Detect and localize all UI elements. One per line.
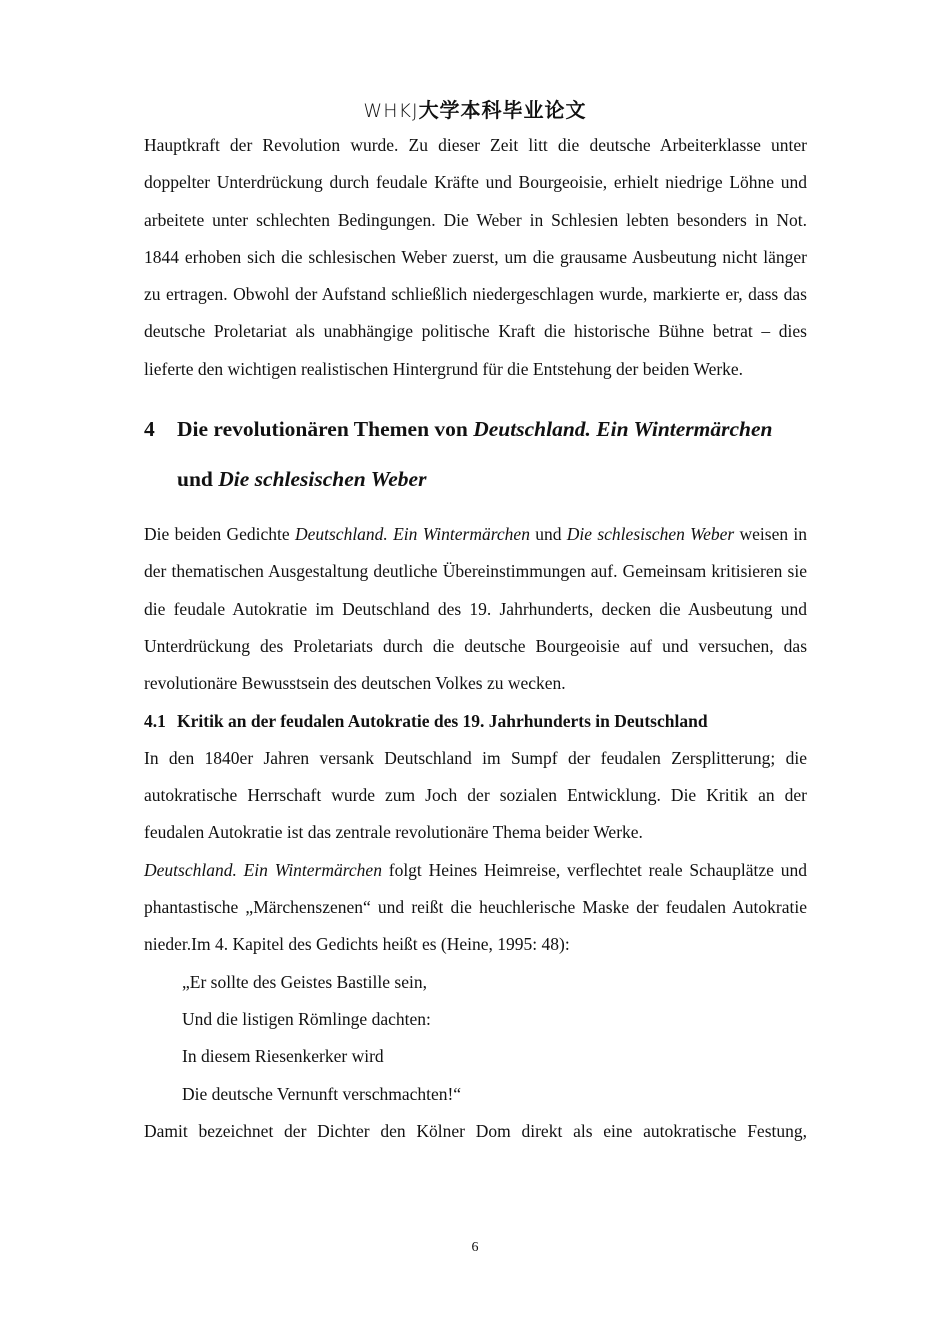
- paragraph-2-text-3: weisen in der thematischen Ausgestaltung deutliche Übereinstimmungen auf. Gemeinsam kritisieren sie die feudale Autokratie im Deutschland des 19. Jahrhunderts, decken die Ausbeutung und Unterdrückung des Proletariats durch die deutsche Bourgeoisie auf und versuchen, das revolutionäre Bewusstsein des deutschen Volkes zu wecken.: [144, 524, 808, 694]
- quote-line: „Er sollte des Geistes Bastille sein,: [182, 971, 427, 992]
- header-title: 大学本科毕业论文: [418, 98, 587, 122]
- page-number: 6: [471, 1240, 479, 1255]
- paragraph-4-italic: Deutschland. Ein Wintermärchen: [144, 859, 382, 880]
- paragraph-4-text: folgt Heines Heimreise, verflechtet reale Schauplätze und phantastische „Märchenszenen“ und reißt die heuchlerische Maske der feudalen Autokratie nieder.Im 4. Kapitel des Gedichts heißt es (Heine, 1995: 48):: [144, 859, 807, 955]
- subsection-title: Kritik an der feudalen Autokratie des 19. Jahrhunderts in Deutschland: [177, 710, 708, 731]
- poem-quote: [144, 964, 807, 1113]
- subsection-number: 4.1: [144, 710, 166, 731]
- paragraph-2-italic-1: Deutschland. Ein Wintermärchen: [294, 524, 530, 545]
- paragraph-2-text-1: Die beiden Gedichte: [144, 524, 295, 545]
- section-number: 4: [144, 417, 155, 442]
- paragraph-3: In den 1840er Jahren versank Deutschland im Sumpf der feudalen Zersplitterung; die autokratische Herrschaft wurde zum Joch der sozialen Entwicklung. Die Kritik an der feudalen Autokratie ist das zentrale revolutionäre Thema beider Werke.: [144, 747, 807, 843]
- heading-title-italic-1: Deutschland. Ein Wintermärchen: [473, 417, 773, 442]
- header-latin: WHKJ: [363, 100, 419, 122]
- paragraph-2-italic-2: Die schlesischen Weber: [566, 524, 735, 545]
- heading-title-italic-2: Die schlesischen Weber: [218, 467, 427, 492]
- quote-line: In diesem Riesenkerker wird: [182, 1046, 384, 1067]
- paragraph-1: Hauptkraft der Revolution wurde. Zu dieser Zeit litt die deutsche Arbeiterklasse unter doppelter Unterdrückung durch feudale Kräfte und Bourgeoisie, erhielt niedrige Löhne und arbeitete unter schlechten Bedingungen. Die Weber in Schlesien lebten besonders in Not. 1844 erhoben sich die schlesischen Weber zuerst, um die grausame Ausbeutung nicht länger zu ertragen. Obwohl der Aufstand schließlich niedergeschlagen wurde, markierte er, dass das deutsche Proletariat als unabhängige politische Kraft die historische Bühne betrat – dies lieferte den wichtigen realistischen Hintergrund für die Entstehung der beiden Werke.: [144, 135, 807, 379]
- paragraph-2-text-2: und: [529, 524, 567, 545]
- paragraph-4: [144, 852, 807, 964]
- heading-text-2: und: [177, 467, 219, 492]
- page-header: [0, 94, 950, 123]
- paragraph-5: Damit bezeichnet der Dichter den Kölner Dom direkt als eine autokratische Festung,: [144, 1120, 807, 1141]
- document-body: [144, 127, 807, 1150]
- section-heading-4: [144, 404, 807, 504]
- quote-line: Die deutsche Vernunft verschmachten!“: [182, 1083, 462, 1104]
- section-heading-4-1: [144, 703, 807, 740]
- quote-line: Und die listigen Römlinge dachten:: [182, 1008, 431, 1029]
- heading-text-1: Die revolutionären Themen von: [177, 417, 474, 442]
- paragraph-2: [144, 516, 807, 702]
